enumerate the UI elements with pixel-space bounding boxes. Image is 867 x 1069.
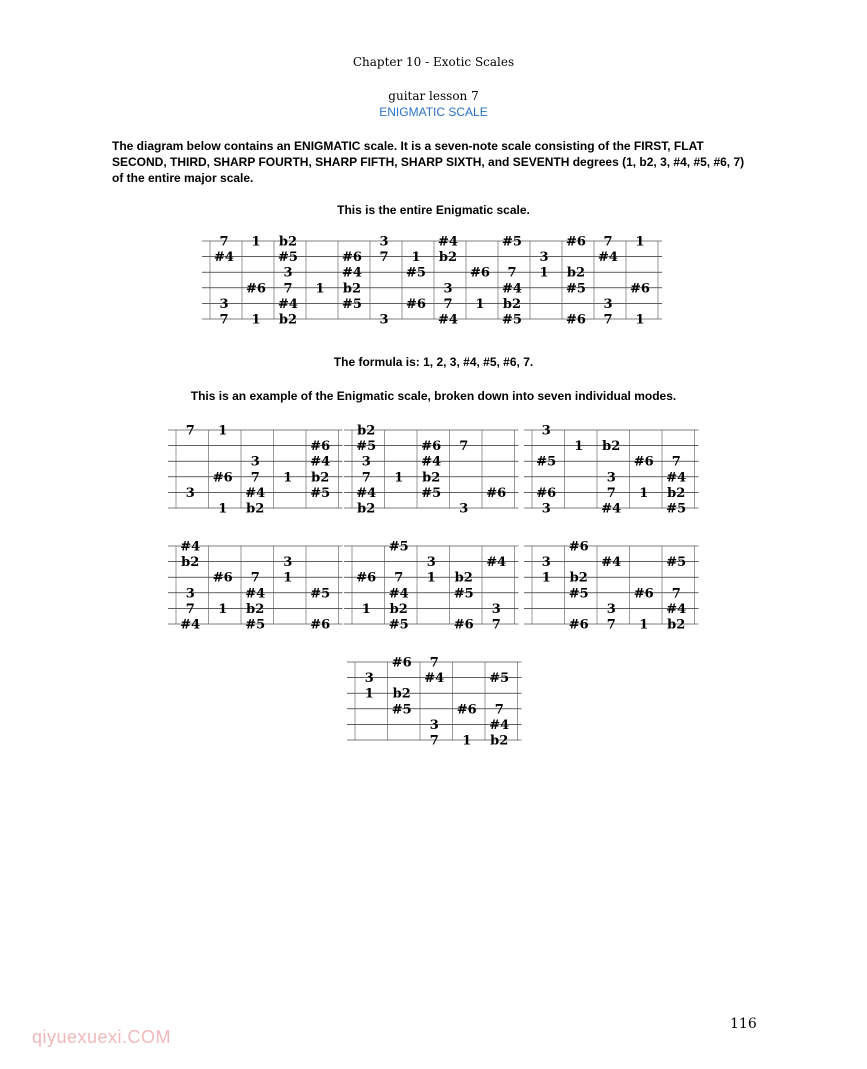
scale-note: #6 [212, 470, 233, 486]
scale-note: #5 [502, 312, 522, 328]
scale-note: 7 [250, 470, 260, 486]
scale-note: #6 [566, 234, 586, 250]
scale-note: b2 [181, 555, 200, 571]
scale-note: #5 [566, 281, 586, 297]
scale-note: 3 [379, 234, 389, 250]
scale-note: #4 [666, 601, 687, 617]
scale-note: 7 [283, 281, 293, 297]
scale-note: 7 [606, 485, 616, 501]
scale-note: b2 [438, 250, 458, 266]
scale-note: 1 [541, 570, 551, 586]
scale-note: #6 [406, 296, 426, 312]
scale-note: b2 [357, 423, 376, 439]
scale-note: #6 [421, 439, 442, 455]
scale-note: #4 [245, 586, 266, 602]
scale-note: b2 [342, 281, 362, 297]
scale-note: 3 [250, 454, 260, 470]
scale-note: #4 [486, 555, 507, 571]
scale-note: #5 [536, 454, 557, 470]
scale-note: #5 [388, 539, 409, 555]
scale-note: #4 [601, 555, 622, 571]
scale-note: 7 [606, 617, 616, 633]
caption-modes: This is an example of the Enigmatic scale, broken down into seven individual modes. [190, 389, 677, 403]
scale-note: 3 [443, 281, 453, 297]
scale-note: 7 [603, 234, 613, 250]
scale-note: #4 [310, 454, 331, 470]
scale-note: 3 [185, 485, 195, 501]
scale-note: #4 [489, 717, 510, 733]
scale-note: 1 [426, 570, 436, 586]
scale-note: #4 [601, 501, 622, 517]
scale-note: 1 [283, 470, 293, 486]
scale-note: b2 [667, 485, 686, 501]
scale-note: 7 [429, 733, 439, 749]
scale-note: 3 [361, 454, 371, 470]
lesson-label: guitar lesson 7 [388, 89, 479, 103]
scale-note: 3 [185, 586, 195, 602]
scale-note: 3 [379, 312, 389, 328]
scale-note: #4 [342, 265, 362, 281]
caption-entire-scale: This is the entire Enigmatic scale. [337, 203, 530, 217]
scale-note: #6 [566, 312, 586, 328]
chapter-heading: Chapter 10 - Exotic Scales [352, 55, 515, 69]
scale-title: ENIGMATIC SCALE [379, 105, 488, 119]
scale-note: 1 [251, 312, 261, 328]
scale-note: 7 [361, 470, 371, 486]
scale-note: 7 [250, 570, 260, 586]
scale-note: #4 [180, 617, 201, 633]
scale-note: 7 [671, 454, 681, 470]
scale-note: 3 [426, 555, 436, 571]
scale-note: 1 [361, 601, 371, 617]
scale-note: #4 [388, 586, 409, 602]
scale-note: #4 [502, 281, 522, 297]
scale-note: 3 [603, 296, 613, 312]
scale-note: #4 [356, 485, 377, 501]
scale-note: 7 [671, 586, 681, 602]
scale-note: #5 [406, 265, 426, 281]
scale-note: #5 [310, 485, 331, 501]
scale-note: #5 [666, 555, 687, 571]
scale-note: 3 [283, 555, 293, 571]
scale-note: #4 [180, 539, 201, 555]
scale-note: #5 [453, 586, 474, 602]
scale-note: #6 [391, 655, 412, 671]
scale-note: #5 [391, 702, 412, 718]
scale-note: 7 [603, 312, 613, 328]
scale-note: 7 [491, 617, 501, 633]
scale-note: #6 [453, 617, 474, 633]
scale-note: 1 [462, 733, 472, 749]
scale-note: #4 [421, 454, 442, 470]
scale-note: b2 [389, 601, 408, 617]
scale-note: 1 [539, 265, 549, 281]
scale-note: #5 [310, 586, 331, 602]
scale-note: 3 [606, 470, 616, 486]
scale-note: #4 [438, 312, 458, 328]
scale-note: 7 [219, 234, 229, 250]
scale-note: b2 [602, 439, 621, 455]
scale-note: #6 [568, 617, 589, 633]
scale-note: #5 [502, 234, 522, 250]
scale-note: 1 [639, 617, 649, 633]
scale-note: 3 [364, 671, 374, 687]
scale-note: 1 [218, 423, 228, 439]
scale-note: #5 [356, 439, 377, 455]
scale-note: 1 [218, 601, 228, 617]
scale-note: 3 [541, 423, 551, 439]
scale-note: #5 [666, 501, 687, 517]
scale-note: #6 [633, 586, 654, 602]
scale-note: 7 [443, 296, 453, 312]
scale-note: 1 [218, 501, 228, 517]
scale-note: b2 [392, 686, 411, 702]
scale-note: #6 [568, 539, 589, 555]
scale-note: 1 [475, 296, 485, 312]
scale-note: #6 [536, 485, 557, 501]
scale-note: #6 [246, 281, 266, 297]
scale-note: 3 [219, 296, 229, 312]
scale-note: 7 [429, 655, 439, 671]
scale-note: 7 [219, 312, 229, 328]
scale-note: 7 [494, 702, 504, 718]
scale-note: b2 [667, 617, 686, 633]
scale-note: #5 [388, 617, 409, 633]
scale-note: b2 [246, 501, 265, 517]
scale-note: 1 [635, 312, 645, 328]
scale-note: 3 [539, 250, 549, 266]
caption-formula: The formula is: 1, 2, 3, #4, #5, #6, 7. [333, 355, 534, 369]
scale-note: b2 [490, 733, 509, 749]
scale-note: #5 [245, 617, 266, 633]
scale-note: b2 [569, 570, 588, 586]
scale-note: 7 [379, 250, 389, 266]
page-number: 116 [730, 1016, 757, 1032]
scale-note: 1 [283, 570, 293, 586]
scale-note: #4 [278, 296, 298, 312]
scale-note: 1 [251, 234, 261, 250]
scale-note: b2 [566, 265, 586, 281]
scale-note: #6 [212, 570, 233, 586]
scale-note: 1 [635, 234, 645, 250]
scale-note: #6 [630, 281, 650, 297]
scale-note: 1 [639, 485, 649, 501]
scale-note: 1 [315, 281, 325, 297]
scale-note: 3 [541, 555, 551, 571]
scale-note: 3 [491, 601, 501, 617]
scale-note: #4 [214, 250, 234, 266]
scale-note: 1 [411, 250, 421, 266]
scale-note: #6 [470, 265, 490, 281]
scale-note: #6 [310, 439, 331, 455]
scale-note: b2 [357, 501, 376, 517]
scale-note: b2 [278, 234, 298, 250]
scale-note: #4 [598, 250, 618, 266]
scale-note: 7 [185, 601, 195, 617]
intro-paragraph: The diagram below contains an ENIGMATIC scale. It is a seven-note scale consisting of the FIRST, FLAT SECOND, THIRD, SHARP FOURTH, SHARP FIFTH, SHARP SIXTH, and SEVENTH degrees (1, b2, 3, #4, #5, #6, 7) of the entire major scale. [112, 139, 745, 185]
scale-note: 1 [364, 686, 374, 702]
scale-note: #6 [342, 250, 362, 266]
scale-note: 7 [507, 265, 517, 281]
scale-note: #6 [310, 617, 331, 633]
scale-note: #6 [456, 702, 477, 718]
scale-note: #5 [489, 671, 510, 687]
scale-note: 7 [459, 439, 469, 455]
scale-note: 3 [429, 717, 439, 733]
scale-note: #6 [633, 454, 654, 470]
scale-note: #6 [356, 570, 377, 586]
scale-note: 3 [541, 501, 551, 517]
scale-note: #4 [666, 470, 687, 486]
scale-note: b2 [502, 296, 522, 312]
site-watermark-logo: qiyuexuexi.COM [32, 1027, 172, 1047]
scale-note: 1 [574, 439, 584, 455]
scale-note: 3 [459, 501, 469, 517]
scale-note: 7 [185, 423, 195, 439]
scale-note: 3 [283, 265, 293, 281]
scale-note: 3 [606, 601, 616, 617]
scale-note: b2 [454, 570, 473, 586]
scale-note: #4 [424, 671, 445, 687]
scale-note: b2 [246, 601, 265, 617]
scale-note: 7 [394, 570, 404, 586]
scale-note: b2 [278, 312, 298, 328]
scale-note: #6 [486, 485, 507, 501]
scale-note: #4 [245, 485, 266, 501]
scale-note: #5 [421, 485, 442, 501]
scale-note: 1 [394, 470, 404, 486]
scale-note: b2 [422, 470, 441, 486]
scale-note: #5 [278, 250, 298, 266]
scale-note: #4 [438, 234, 458, 250]
scale-note: #5 [568, 586, 589, 602]
scale-note: #5 [342, 296, 362, 312]
scale-note: b2 [311, 470, 330, 486]
